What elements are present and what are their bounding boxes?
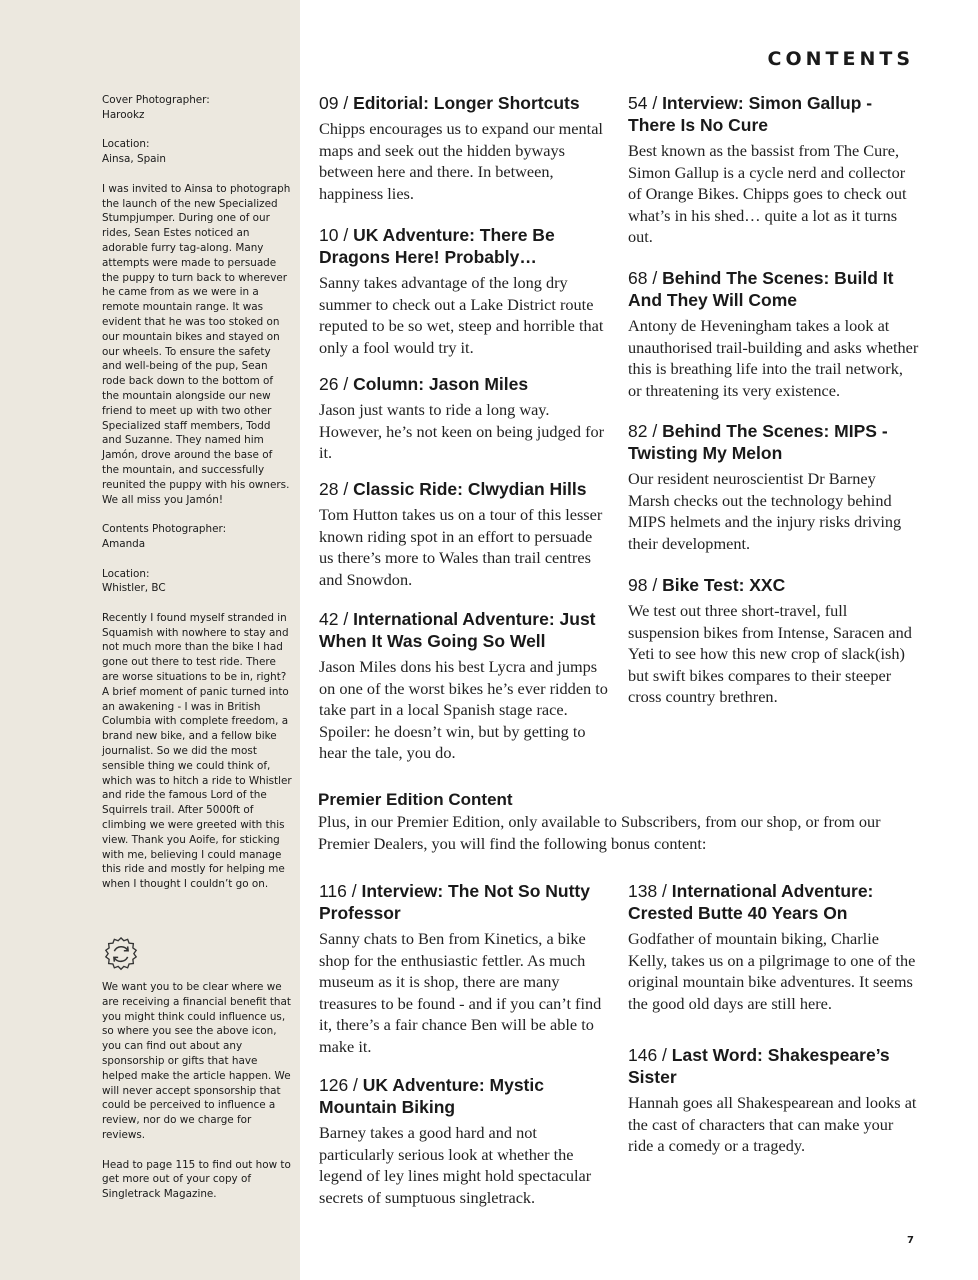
entry-page: 116 / [319, 881, 362, 901]
entry-description: Sanny takes advantage of the long dry summer to check out a Lake District route reputed to be so wet, steep and horrible that only a fool would try it. [319, 273, 604, 357]
entry-description: Best known as the bassist from The Cure, Simon Gallup is a cycle nerd and collector of Orange Bikes. Chipps goes to check out what’s in his shed… quite a lot as it turns out. [628, 141, 907, 246]
entry-heading [319, 1074, 609, 1118]
entry-page: 09 / [319, 93, 354, 113]
cover-photographer: Harookz [102, 108, 145, 121]
entry-heading [319, 478, 609, 500]
entry-title: Interview: The Not So Nutty Professor [319, 881, 590, 923]
entry-description: Antony de Heveningham takes a look at unauthorised trail-building and asks whether this is breathing life into the trail network, or threatening its very existence. [628, 316, 919, 400]
entry-description: Barney takes a good hard and not particularly serious look at whether the legend of ley lines might hold spectacular secrets of sumptuous singletrack. [319, 1123, 592, 1207]
recycle-arrows-icon [102, 936, 140, 974]
page-number: 7 [907, 1235, 914, 1246]
entry-title: Last Word: Shakespeare’s Sister [628, 1045, 890, 1087]
contents-entry [628, 1044, 920, 1157]
entry-title: Column: Jason Miles [353, 374, 529, 394]
entry-title: Behind The Scenes: Build It And They Will Come [628, 268, 894, 310]
entry-heading [628, 574, 920, 596]
photo-credits [102, 93, 292, 892]
entry-page: 98 / [628, 575, 663, 595]
contents-entry [628, 420, 920, 554]
entry-heading [319, 880, 609, 924]
entry-title: UK Adventure: Mystic Mountain Biking [319, 1075, 544, 1117]
entry-title: Editorial: Longer Shortcuts [353, 93, 580, 113]
contents-entry [319, 880, 609, 1057]
entry-title: UK Adventure: There Be Dragons Here! Probably… [319, 225, 555, 267]
entry-description: Tom Hutton takes us on a tour of this lesser known riding spot in an effort to persuade us there’s more to Wales than trail centres and Snowdon. [319, 505, 603, 589]
entry-description: Godfather of mountain biking, Charlie Kelly, takes us on a pilgrimage to one of the original mountain bike adventures. It seems the good old days are still here. [628, 929, 916, 1013]
contents-entry [628, 574, 920, 708]
entry-description: Our resident neuroscientist Dr Barney Marsh checks out the technology behind MIPS helmets and the injury risks driving their development. [628, 469, 902, 553]
entry-heading [628, 420, 920, 464]
contents-entry [319, 92, 609, 204]
entry-heading [319, 92, 609, 114]
entry-page: 68 / [628, 268, 663, 288]
disclosure-block [102, 980, 292, 1202]
page-title: CONTENTS [767, 48, 914, 70]
entry-description: Jason Miles dons his best Lycra and jumps on one of the worst bikes he’s ever ridden to take part in a local Spanish stage race. Spoiler: he doesn’t win, but by getting to hear the tale, you do. [319, 657, 608, 762]
contents-photographer: Amanda [102, 537, 146, 550]
entry-heading [319, 608, 609, 652]
entry-title: Bike Test: XXC [662, 575, 786, 595]
entry-page: 126 / [319, 1075, 363, 1095]
entry-title: Behind The Scenes: MIPS - Twisting My Melon [628, 421, 888, 463]
entry-page: 10 / [319, 225, 354, 245]
cover-location: Ainsa, Spain [102, 153, 166, 166]
entry-title: Interview: Simon Gallup - There Is No Cure [628, 93, 873, 135]
contents-entry [628, 880, 920, 1014]
entry-page: 42 / [319, 609, 354, 629]
entry-heading [319, 224, 609, 268]
entry-title: International Adventure: Crested Butte 40 Years On [628, 881, 874, 923]
contents-entry [628, 267, 920, 401]
cover-photographer-label: Cover Photographer: [102, 94, 210, 106]
entry-page: 28 / [319, 479, 354, 499]
entry-heading [319, 373, 609, 395]
entry-description: Jason just wants to ride a long way. However, he’s not keen on being judged for it. [319, 400, 605, 462]
entry-heading [628, 267, 920, 311]
entry-page: 26 / [319, 374, 354, 394]
contents-entry [628, 92, 920, 248]
contents-entry [319, 373, 609, 464]
cover-story: I was invited to Ainsa to photograph the launch of the new Specialized Stumpjumper. During one of our rides, Sean Estes noticed an adorable furry tag-along. Many attempts were made to persuade the puppy to turn back to wherever he came from as we were in a remote mountain range. It was evident that he was too stoked on our mountain bikes and stayed on our wheels. To ensure the safety and well-being of the pup, Sean rode back down to the bottom of the mountain alongside our new friend to meet up with two other Specialized staff members, Todd and Suzanne. They named him Jamón, drove around the base of the mountain, and successfully reunited the puppy with his owners. We all miss you Jamón! [102, 182, 291, 506]
premier-intro: Plus, in our Premier Edition, only available to Subscribers, from our shop, or from our Premier Dealers, you will find the following bonus content: [318, 812, 881, 853]
premier-heading: Premier Edition Content [318, 790, 513, 809]
entry-page: 138 / [628, 881, 672, 901]
contents-location: Whistler, BC [102, 582, 166, 595]
entry-page: 54 / [628, 93, 663, 113]
contents-photographer-label: Contents Photographer: [102, 523, 227, 536]
subscribe-text: Head to page 115 to find out how to get more out of your copy of Singletrack Magazine. [102, 1158, 291, 1201]
disclosure-text: We want you to be clear where we are receiving a financial benefit that you might think could influence us, so where you see the above icon, you can find out about any sponsorship or gifts that have helped make the article happen. We will never accept sponsorship that could be perceived to influence a review, nor do we charge for reviews. [102, 981, 291, 1141]
entry-title: International Adventure: Just When It Was Going So Well [319, 609, 596, 651]
cover-location-label: Location: [102, 138, 150, 151]
entry-description: Chipps encourages us to expand our mental maps and seek out the hidden byways between here and there. In between, happiness lies. [319, 119, 603, 203]
contents-story: Recently I found myself stranded in Squamish with nowhere to stay and not much more than the bike I had gone out there to test ride. There are worse situations to be in, right? A brief moment of panic turned into an awakening - I was in British Columbia with complete freedom, a brand new bike, and a fellow bike journalist. So we did the most sensible thing we could think of, which was to hitch a ride to Whistler and ride the famous Lord of the Squirrels trail. After 5000ft of climbing we were greeted with this view. Thank you Aoife, for sticking with me, believing I could manage this ride and mostly for helping me when I thought I couldn’t go on. [102, 611, 292, 891]
contents-location-label: Location: [102, 567, 150, 580]
contents-entry [319, 1074, 609, 1208]
entry-heading [628, 92, 920, 136]
contents-entry [319, 224, 609, 358]
entry-heading [628, 1044, 920, 1088]
entry-description: Hannah goes all Shakespearean and looks at the cast of characters that can make your ride a comedy or a tragedy. [628, 1093, 917, 1155]
contents-entry [319, 608, 609, 764]
entry-description: Sanny chats to Ben from Kinetics, a bike shop for the enthusiastic fettler. As much museum as it is shop, there are many treasures to be found - and if you can’t find it, there’s a fair chance Ben will be able to make it. [319, 929, 602, 1056]
contents-entry [319, 478, 609, 590]
entry-title: Classic Ride: Clwydian Hills [353, 479, 587, 499]
entry-description: We test out three short-travel, full suspension bikes from Intense, Saracen and Yeti to see how this new crop of slack(ish) but swift bikes compares to their steeper cross country brethren. [628, 601, 912, 706]
entry-page: 82 / [628, 421, 663, 441]
entry-heading [628, 880, 920, 924]
entry-page: 146 / [628, 1045, 672, 1065]
